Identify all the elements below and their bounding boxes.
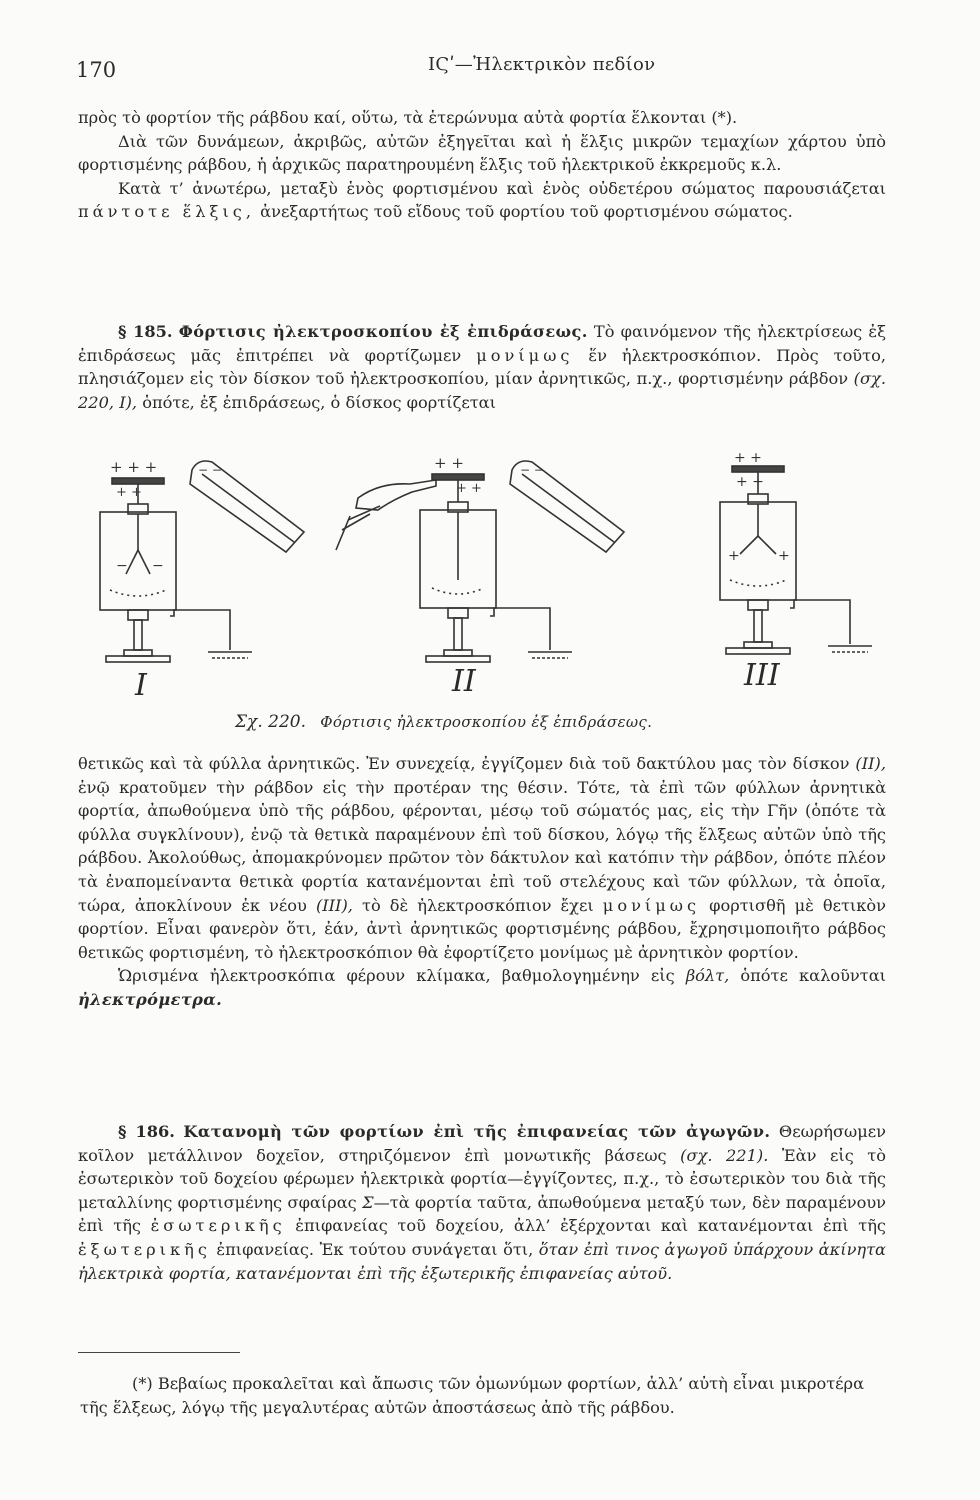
- emphasis-text: πάντοτε ἕλξις,: [78, 202, 256, 222]
- running-title: ΙϚʹ—Ἠλεκτρικὸν πεδίον: [428, 54, 656, 75]
- paragraph: Διὰ τῶν δυνάμεων, ἀκριβῶς, αὐτῶν ἐξηγεῖται καὶ ἡ ἕλξις μικρῶν τεμαχίων χάρτου ὑπὸ φορτισμένης ράβδου, ἡ ἀρχικῶς παρατηρουμένη ἕλξις τοῦ ἠλεκτρικοῦ ἐκκρεμοῦς κ.λ.: [78, 131, 886, 175]
- electroscope-2: [420, 474, 572, 662]
- figure-reference: (II),: [855, 754, 886, 773]
- footnote-divider: [78, 1352, 240, 1353]
- section-title: Φόρτισις ἠλεκτροσκοπίου ἐξ ἐπιδράσεως.: [178, 322, 588, 341]
- section-number: § 186.: [118, 1122, 175, 1141]
- electroscope-illustration: [80, 440, 890, 740]
- svg-text:+: +: [728, 548, 740, 564]
- italic-statement: ὅταν ἐπὶ τινος ἀγωγοῦ ὑπάρχουν ἀκίνητα ἠλεκτρικὰ φορτία, κατανέμονται ἐπὶ τῆς ἐξωτερικῆς ἐπιφανείας αὐτοῦ.: [78, 1239, 886, 1283]
- emphasis-text: ἐξωτερικῆς: [78, 1239, 211, 1259]
- intro-text: [78, 106, 886, 224]
- emphasis-text: ἐσωτερικῆς: [150, 1216, 286, 1236]
- figure-reference: (σχ. 221).: [680, 1145, 769, 1165]
- figure-reference: (σχ. 220, I),: [78, 369, 886, 412]
- paragraph: Κατὰ τ’ ἀνωτέρω, μεταξὺ ἑνὸς φορτισμένου καὶ ἑνὸς οὐδετέρου σώματος παρουσιάζεται πάντοτε ἕλξις, ἀνεξαρτήτως τοῦ εἴδους τοῦ φορτίου τοῦ φορτισμένου σώματος.: [78, 178, 886, 222]
- section-185: [78, 320, 886, 414]
- figure-label-2: II: [452, 664, 476, 699]
- svg-text:+ +: + +: [736, 474, 764, 490]
- footnote: [80, 1372, 886, 1420]
- paragraph: § 185. Φόρτισις ἠλεκτροσκοπίου ἐξ ἐπιδράσεως. Τὸ φαινόμενον τῆς ἠλεκτρίσεως ἐξ ἐπιδράσεως μᾶς ἐπιτρέπει νὰ φορτίζωμεν μονίμως ἕν ἠλεκτροσκόπιον. Πρὸς τοῦτο, πλησιάζομεν εἰς τὸν δίσκον τοῦ ἠλεκτροσκοπίου, μίαν ἀρνητικῶς, π.χ., φορτισμένην ράβδον (σχ. 220, I), ὁπότε, ἐξ ἐπιδράσεως, ὁ δίσκος φορτίζεται: [78, 322, 886, 412]
- section-186: [78, 1120, 886, 1285]
- svg-text:+ +: + +: [434, 454, 464, 472]
- caption-number: Σχ. 220.: [235, 712, 306, 732]
- figure-caption: [235, 712, 652, 732]
- svg-text:− −: − −: [198, 463, 222, 477]
- figure-label-1: I: [135, 668, 147, 703]
- defined-term: ἠλεκτρόμετρα.: [78, 989, 223, 1009]
- page-number: 170: [76, 58, 117, 82]
- svg-text:+ +: + +: [116, 485, 142, 500]
- section-number: § 185.: [118, 322, 173, 341]
- caption-text: Φόρτισις ἠλεκτροσκοπίου ἐξ ἐπιδράσεως.: [320, 713, 653, 731]
- page-header: [70, 54, 890, 88]
- electroscope-3: [720, 466, 872, 654]
- svg-text:+ + +: + + +: [110, 458, 158, 476]
- footnote-text: (*) Βεβαίως προκαλεῖται καὶ ἄπωσις τῶν ὁμωνύμων φορτίων, ἀλλ’ αὐτὴ εἶναι μικροτέρα τῆς ἕλξεως, λόγῳ τῆς μεγαλυτέρας αὐτῶν ἀποστάσεως ἀπὸ τῆς ράβδου.: [80, 1374, 865, 1417]
- paragraph: πρὸς τὸ φορτίον τῆς ράβδου καί, οὕτω, τὰ ἑτερώνυμα αὐτὰ φορτία ἕλκονται (*).: [78, 108, 738, 127]
- paragraph: θετικῶς καὶ τὰ φύλλα ἀρνητικῶς. Ἐν συνεχείᾳ, ἐγγίζομεν διὰ τοῦ δακτύλου μας τὸν δίσκον (II), ἐνῷ κρατοῦμεν τὴν ράβδον εἰς τὴν προτέραν της θέσιν. Τότε, τὰ ἐπὶ τῶν φύλλων ἀρνητικὰ φορτία, ἀπωθούμενα ὑπὸ τῆς ράβδου, φέρονται, μέσῳ τοῦ σώματός μας, εἰς τὴν Γῆν (ὁπότε τὰ φύλλα συγκλίνουν), ἐνῷ τὰ θετικὰ παραμένουν ἐπὶ τοῦ δίσκου, λόγῳ τῆς ἕλξεως αὐτῶν ὑπὸ τῆς ράβδου. Ἀκολούθως, ἀπομακρύνομεν πρῶτον τὸν δάκτυλον καὶ κατόπιν τὴν ράβδον, ὁπότε πλέον τὰ ἐναπομείναντα θετικὰ φορτία κατανέμονται ἐπὶ τοῦ στελέχους καὶ τῶν φύλλων, τὰ ὁποῖα, τώρα, ἀποκλίνουν ἐκ νέου (III), τὸ δὲ ἠλεκτροσκόπιον ἔχει μονίμως φορτισθῆ μὲ θετικὸν φορτίον. Εἶναι φανερὸν ὅτι, ἐάν, ἀντὶ ἀρνητικῶς φορτισμένης ράβδου, ἔχρησιμοποιῆτο ράβδος θετικῶς φορτισμένη, τὸ ἠλεκτροσκόπιον θὰ ἐφορτίζετο μονίμως μὲ ἀρνητικὸν φορτίον.: [78, 754, 886, 962]
- paragraph: § 186. Κατανομὴ τῶν φορτίων ἐπὶ τῆς ἐπιφανείας τῶν ἀγωγῶν. Θεωρήσωμεν κοῖλον μετάλλινον δοχεῖον, στηριζόμενον ἐπὶ μονωτικῆς βάσεως (σχ. 221). Ἐὰν εἰς τὸ ἐσωτερικὸν τοῦ δοχείου φέρωμεν ἠλεκτρικὰ φορτία—ἐγγίζοντες, π.χ., τὸ ἐσωτερικὸν του διὰ τῆς μεταλλίνης φορτισμένης σφαίρας Σ—τὰ φορτία ταῦτα, ἀπωθούμενα μεταξύ των, δὲν παραμένουν ἐπὶ τῆς ἐσωτερικῆς ἐπιφανείας τοῦ δοχείου, ἀλλ’ ἐξέρχονται καὶ κατανέμονται ἐπὶ τῆς ἐξωτερικῆς ἐπιφανείας. Ἐκ τούτου συνάγεται ὅτι, ὅταν ἐπὶ τινος ἀγωγοῦ ὑπάρχουν ἀκίνητα ἠλεκτρικὰ φορτία, κατανέμονται ἐπὶ τῆς ἐξωτερικῆς ἐπιφανείας αὐτοῦ.: [78, 1122, 887, 1283]
- svg-text:−: −: [116, 558, 128, 574]
- figure-reference: (III),: [315, 895, 353, 915]
- svg-text:+: +: [778, 548, 790, 564]
- unit-term: βόλτ,: [685, 966, 730, 986]
- finger-hand: [336, 480, 436, 550]
- figure-label-3: III: [744, 658, 780, 693]
- svg-text:− −: − −: [520, 463, 544, 477]
- svg-text:−: −: [152, 558, 164, 574]
- section-title: Κατανομὴ τῶν φορτίων ἐπὶ τῆς ἐπιφανείας τῶν ἀγωγῶν.: [183, 1122, 771, 1141]
- emphasis-text: μονίμως: [476, 345, 574, 365]
- main-text: [78, 752, 886, 1012]
- paragraph: Ὡρισμένα ἠλεκτροσκόπια φέρουν κλίμακα, βαθμολογημένην εἰς βόλτ, ὁπότε καλοῦνται ἠλεκτρόμετρα.: [78, 966, 886, 1009]
- figure-220: [80, 440, 890, 740]
- emphasis-text: μονίμως: [602, 895, 701, 915]
- svg-text:+ +: + +: [456, 481, 482, 496]
- svg-text:+ +: + +: [734, 450, 762, 466]
